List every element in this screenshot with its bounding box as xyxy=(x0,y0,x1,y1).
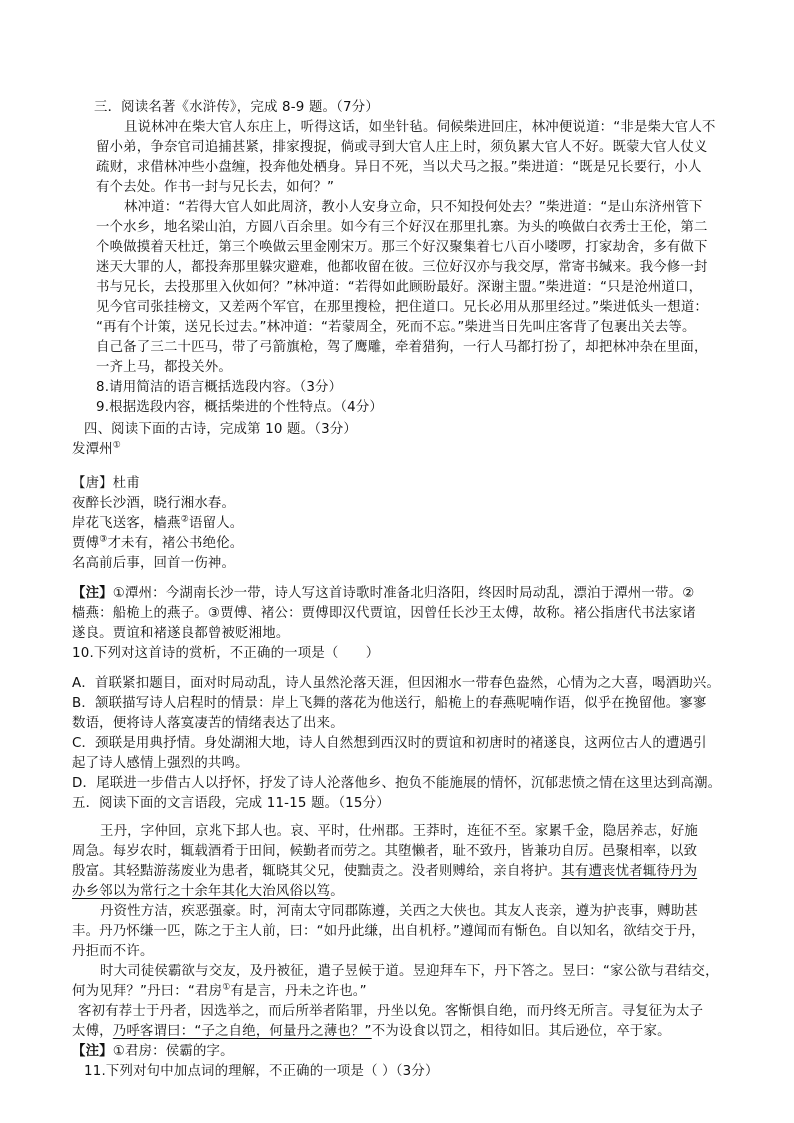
sentence-end: 。 xyxy=(330,884,344,899)
poem-line: 岸花飞送客，樯燕②语留人。 xyxy=(72,514,244,531)
question-9: 9.根据选段内容，概括柴进的个性特点。（4分） xyxy=(96,400,384,415)
poem-note: 【注】①潭州：今湖南长沙一带，诗人写这首诗歌时准备北归洛阳，终因时局动乱，漂泊于潭州一带。② xyxy=(72,586,695,601)
passage-line: 自己备了三二十匹马，带了弓箭旗枪，驾了鹰雕，牵着猎狗，一行人马都打扮了，却把林冲杂在里面， xyxy=(96,340,708,355)
section-5-heading: 五．阅读下面的文言语段，完成 11-15 题。（15分） xyxy=(72,796,390,811)
section-3-heading: 三．阅读名著《水浒传》，完成 8-9 题。（7分） xyxy=(94,100,379,115)
classical-line xyxy=(72,882,344,902)
question-11: 11.下列对句中加点词的理解，不正确的一项是（ ）（3分） xyxy=(84,1064,439,1079)
passage-line: 林冲道：“若得大官人如此周济，教小人安身立命，只不知投何处去？”柴进道：“是山东济州管下 xyxy=(124,200,703,215)
passage-line: 一个水乡，地名梁山泊，方圆八百余里。如今有三个好汉在那里扎寨。为头的唤做白衣秀士王伦，第二 xyxy=(96,220,708,235)
classical-line: 何为见拜？”丹曰：“君房①有是言，丹未之许也。” xyxy=(72,982,367,999)
passage-line: 疏财，求借林冲些小盘缠，投奔他处栖身。异日不死，当以犬马之报。”柴进道：“既是兄长要行，小人 xyxy=(96,160,702,175)
poem-line: 夜醉长沙酒，晓行湘水春。 xyxy=(72,496,236,511)
underlined-sentence: 乃呼客谓曰：“子之自绝，何量丹之薄也？” xyxy=(112,1024,372,1039)
passage-line: 有个去处。作书一封与兄长去，如何？” xyxy=(96,180,335,195)
option-d: D．尾联进一步借古人以抒怀，抒发了诗人沦落他乡、抱负不能施展的情怀，沉郁悲愤之情在这里达到高潮。 xyxy=(72,776,722,791)
option-b: B．颔联描写诗人启程时的情景：岸上飞舞的落花为他送行，船桅上的春燕呢喃作语，似乎在挽留他。寥寥 xyxy=(72,696,707,711)
option-b: 数语，便将诗人落寞凄苦的情绪表达了出来。 xyxy=(72,716,344,731)
classical-line: 丰。丹乃怀缣一匹，陈之于主人前，曰：“如丹此缣，出自机杼。”遵闻而有惭色。自以知名，欲结交于丹， xyxy=(72,924,705,939)
poem-line: 名高前后事，回首一伤神。 xyxy=(72,556,236,571)
option-c: C．颈联是用典抒情。身处湖湘大地，诗人自然想到西汉时的贾谊和初唐时的褚遂良，这两位古人的遭遇引 xyxy=(72,736,707,751)
classical-line: 王丹，字仲回，京兆下邽人也。哀、平时，仕州郡。王莽时，连征不至。家累千金，隐居养志，好施 xyxy=(100,824,698,839)
option-c: 起了诗人感情上强烈的共鸣。 xyxy=(72,756,249,771)
passage-line: 迷天大罪的人，都投奔那里躲灾避难，他都收留在彼。三位好汉亦与我交厚，常寄书缄来。我今修一封 xyxy=(96,260,708,275)
poem-note: 樯燕：船桅上的燕子。③贾傅、褚公：贾傅即汉代贾谊，因曾任长沙王太傅，故称。褚公指唐代书法家诸 xyxy=(72,606,696,621)
poem-title: 发潭州① xyxy=(72,440,122,457)
passage-line: 留小弟，争奈官司追捕甚紧，排家搜捉，倘或寻到大官人庄上时，须负累大官人不好。既蒙大官人仗义 xyxy=(96,140,708,155)
passage-line: 且说林冲在柴大官人东庄上，听得这话，如坐针毡。伺候柴进回庄，林冲便说道：“非是柴大官人不 xyxy=(124,120,716,135)
classical-line: 殷富。其轻黠游荡废业为患者，辄晓其父兄，使黜责之。没者则赙给，亲自将护。其有遭丧忧者辄待丹为 xyxy=(72,864,698,879)
question-10: 10.下列对这首诗的赏析，不正确的一项是（ ） xyxy=(72,646,380,661)
classical-line: 客初有荐士于丹者，因选举之，而后所举者陷罪，丹坐以免。客惭惧自绝，而丹终无所言。寻复征为太子 xyxy=(78,1004,704,1019)
classical-line: 周急。每岁农时，辄载酒肴于田间，候勤者而劳之。其堕懒者，耻不致丹，皆兼功自厉。邑聚相率，以致 xyxy=(72,844,698,859)
passage-line: 个唤做摸着天杜迁，第三个唤做云里金刚宋万。那三个好汉聚集着七八百小喽啰，打家劫舍，多有做下 xyxy=(96,240,708,255)
classical-line: 丹资性方洁，疾恶强豪。时，河南太守同郡陈遵，关西之大侠也。其友人丧亲，遵为护丧事，赙助甚 xyxy=(100,904,698,919)
classical-line: 时大司徒侯霸欲与交友，及丹被征，遣子昱候于道。昱迎拜车下，丹下答之。昱曰：“家公欲与君结交， xyxy=(100,964,719,979)
underlined-sentence: 其有遭丧忧者辄待丹为 xyxy=(561,864,698,879)
classical-note: 【注】①君房：侯霸的字。 xyxy=(72,1044,234,1059)
underlined-sentence: 办乡邻以为常行之十余年其化大治风俗以笃 xyxy=(72,884,331,899)
poem-author: 【唐】杜甫 xyxy=(72,476,140,491)
passage-line: 一齐上马，都投关外。 xyxy=(96,360,232,375)
poem-line: 贾傅③才未有，褚公书绝伦。 xyxy=(72,534,244,551)
passage-line: 书与兄长，去投那里入伙如何？”林冲道：“若得如此顾盼最好。深谢主盟。”柴进道：“只是沧州道口， xyxy=(96,280,703,295)
section-4-heading: 四、阅读下面的古诗，完成第 10 题。（3分） xyxy=(84,422,358,437)
passage-line: 见今官司张挂榜文，又差两个军官，在那里搜检，把住道口。兄长必用从那里经过。”柴进低头一想道： xyxy=(96,300,709,315)
passage-line: “再有个计策，送兄长过去。”林冲道：“若蒙周全，死而不忘。”柴进当日先叫庄客背了包裹出关去等。 xyxy=(96,320,696,335)
classical-line: 太傅，乃呼客谓曰：“子之自绝，何量丹之薄也？”不为设食以罚之，相待如旧。其后逊位，卒于家。 xyxy=(72,1024,671,1039)
classical-line: 丹拒而不许。 xyxy=(72,944,154,959)
poem-note: 遂良。贾谊和褚遂良都曾被贬湘地。 xyxy=(72,626,290,641)
question-8: 8.请用简洁的语言概括选段内容。（3分） xyxy=(96,380,343,395)
option-a: A．首联紧扣题目，面对时局动乱，诗人虽然沦落天涯，但因湘水一带春色盎然，心情为之大喜，喝酒助兴。 xyxy=(72,676,721,691)
